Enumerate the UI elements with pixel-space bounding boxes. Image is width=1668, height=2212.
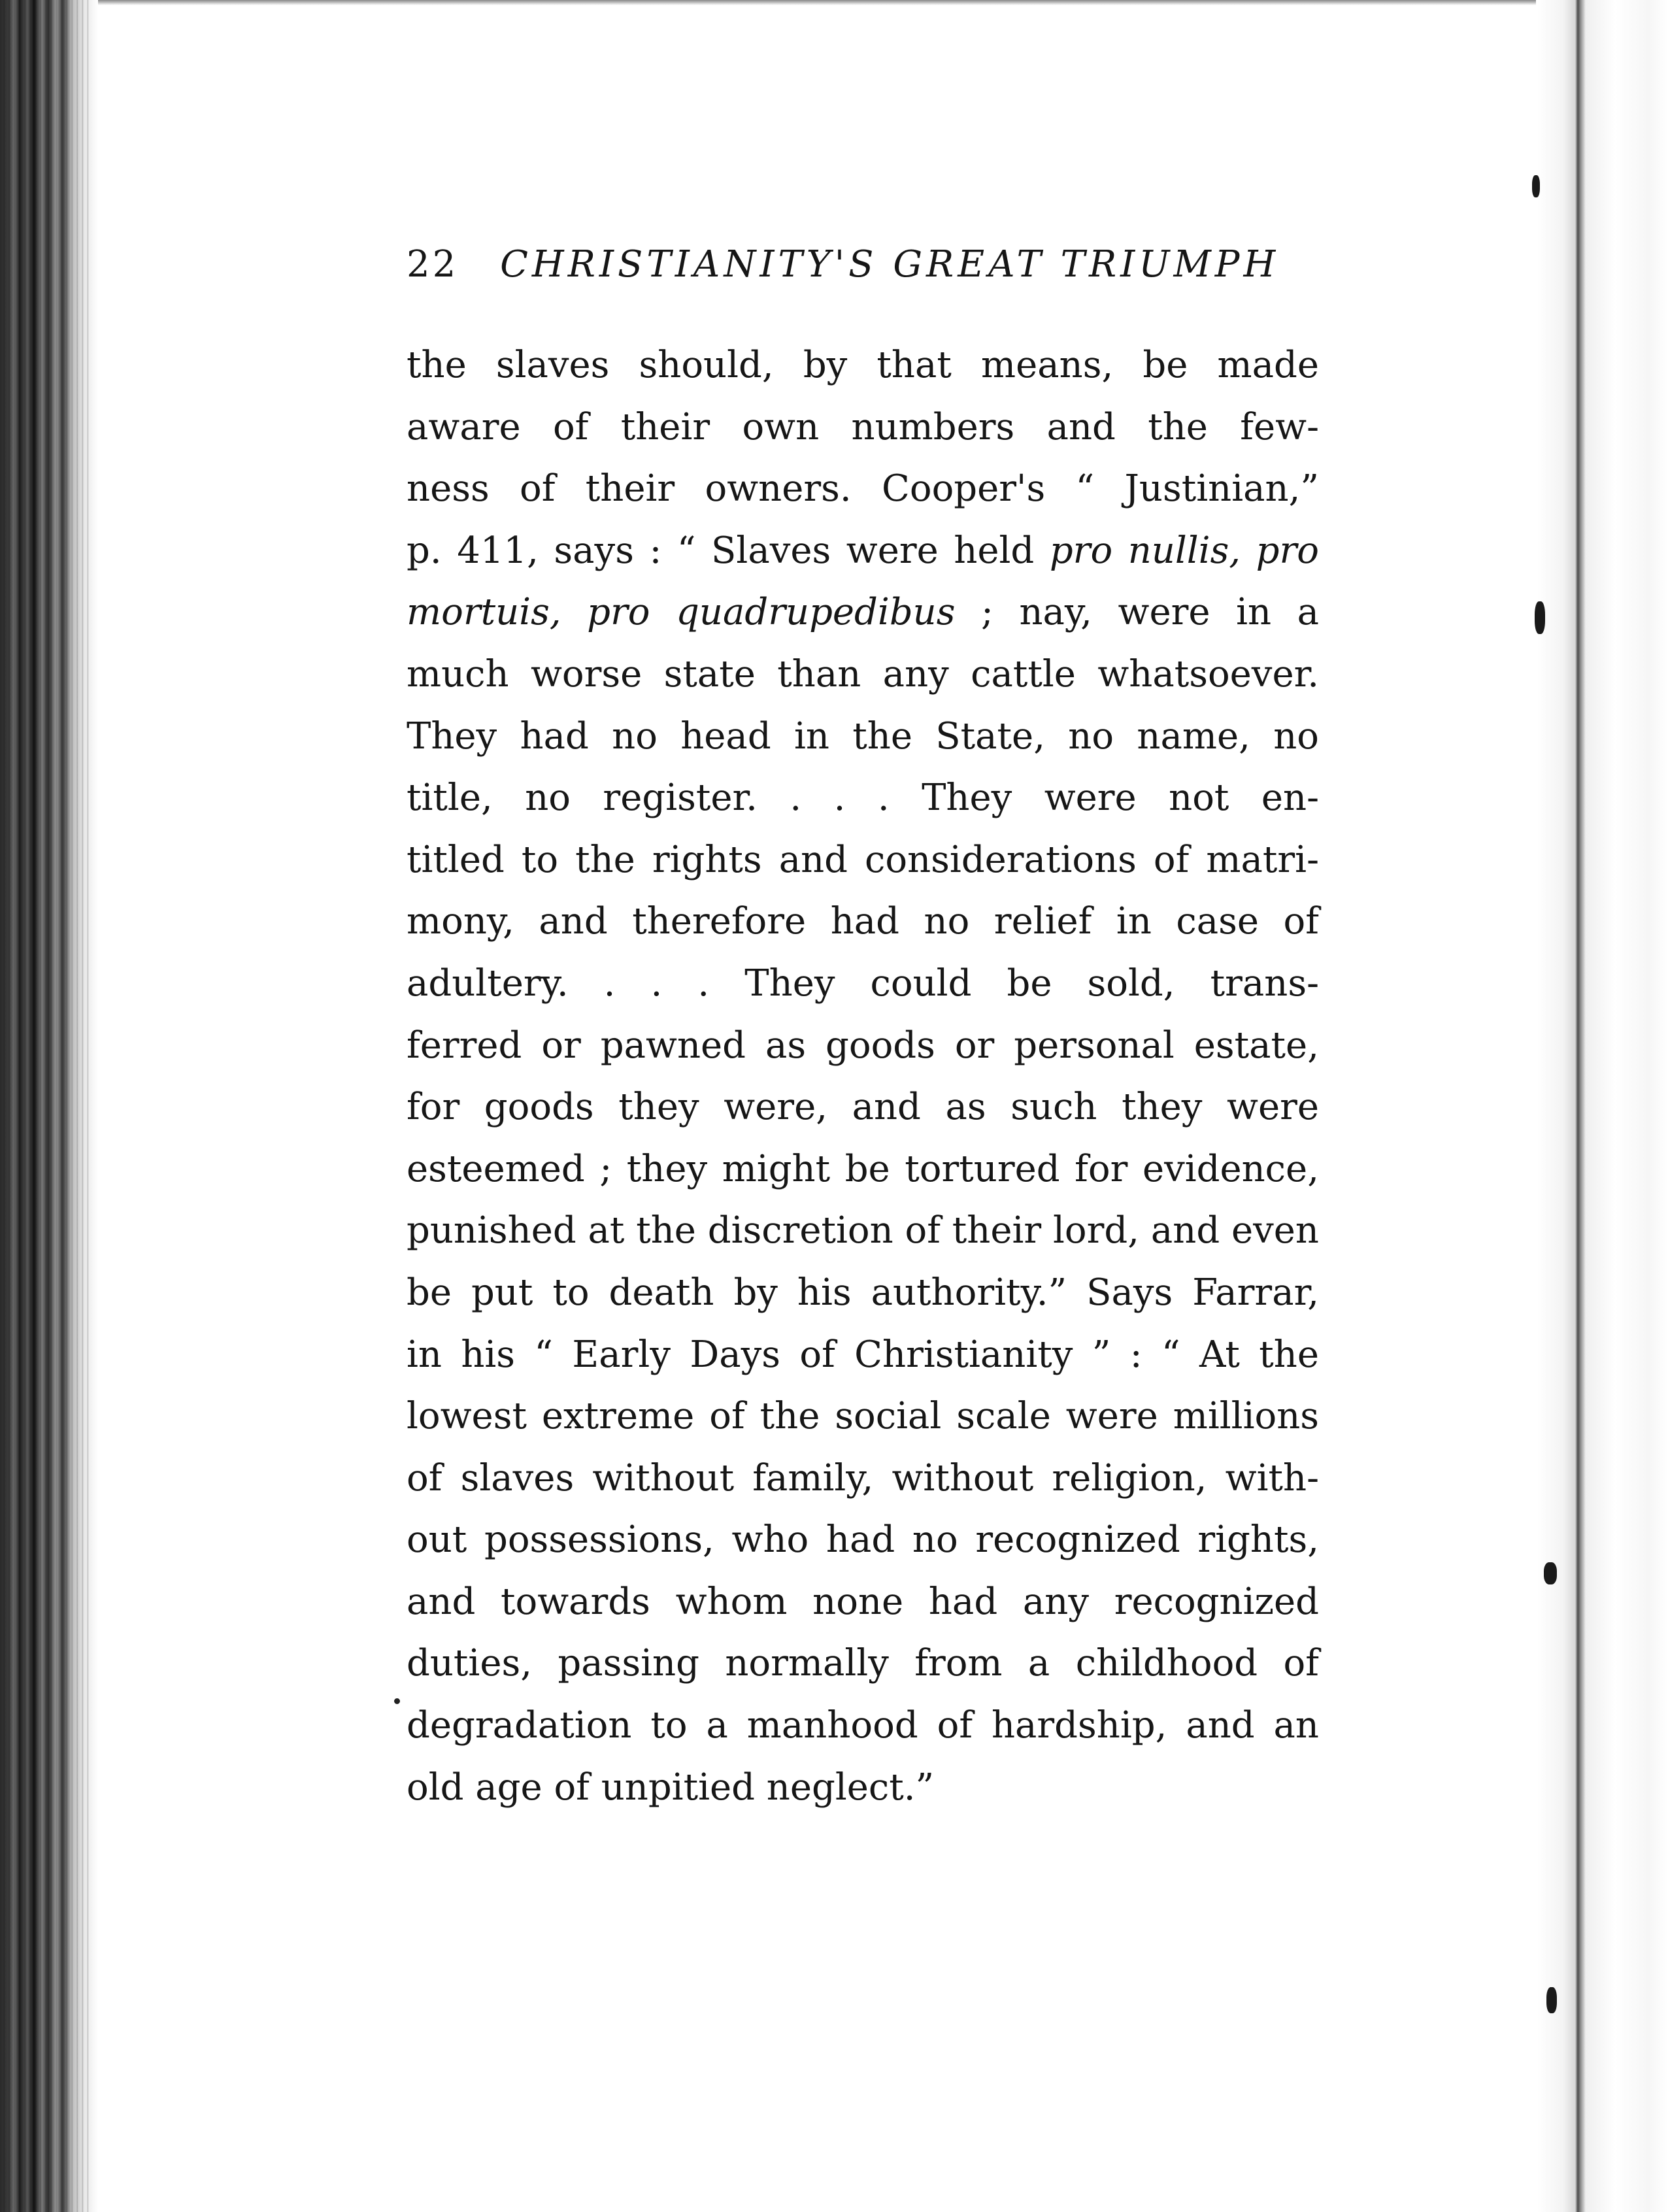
- edge-mark: [1544, 1562, 1557, 1584]
- text-line: mony, and therefore had no relief in case of: [407, 900, 1319, 943]
- text-line: in his “ Early Days of Christianity ” : “ At the: [407, 1333, 1319, 1376]
- text-line: esteemed ; they might be tortured for evidence,: [407, 1147, 1319, 1190]
- page-number: 22: [407, 243, 459, 286]
- edge-mark: [1546, 1987, 1557, 2013]
- body-text: [407, 335, 1319, 1818]
- text-line: of slaves without family, without religion, with-: [407, 1456, 1319, 1500]
- text-run: p. 411, says : “ Slaves were held: [407, 529, 1050, 572]
- left-page-edge-lines: [0, 0, 92, 2212]
- text-line: the slaves should, by that means, be made: [407, 344, 1319, 386]
- text-line: and towards whom none had any recognized: [407, 1580, 1319, 1623]
- text-line: [407, 582, 1319, 644]
- text-line: adultery. . . . They could be sold, trans-: [407, 962, 1319, 1005]
- text-line: aware of their own numbers and the few-: [407, 405, 1319, 448]
- text-line: ferred or pawned as goods or personal estate,: [407, 1024, 1319, 1067]
- text-line: old age of unpitied neglect.”: [407, 1766, 935, 1809]
- right-page-edge: [1537, 0, 1668, 2212]
- text-line: punished at the discretion of their lord, and even: [407, 1209, 1319, 1252]
- text-line: degradation to a manhood of hardship, and an: [407, 1704, 1319, 1747]
- text-line: be put to death by his authority.” Says Farrar,: [407, 1271, 1319, 1314]
- text-line: They had no head in the State, no name, no: [407, 714, 1319, 758]
- text-line: lowest extreme of the social scale were millions: [407, 1395, 1319, 1438]
- top-scan-edge: [98, 0, 1536, 5]
- text-line: titled to the rights and considerations of matri-: [407, 838, 1319, 881]
- text-line: ness of their owners. Cooper's “ Justinian,”: [407, 467, 1319, 511]
- text-line: much worse state than any cattle whatsoever.: [407, 652, 1319, 695]
- running-title: CHRISTIANITY'S GREAT TRIUMPH: [500, 243, 1280, 286]
- text-line: title, no register. . . . They were not en-: [407, 777, 1319, 820]
- text-line: out possessions, who had no recognized rights,: [407, 1518, 1319, 1562]
- text-run: ; nay, were in a: [955, 591, 1320, 634]
- running-header: [407, 243, 1322, 286]
- latin-phrase: pro nullis, pro: [1049, 529, 1319, 572]
- text-line: [407, 520, 1319, 582]
- edge-mark: [1532, 175, 1540, 197]
- text-line: duties, passing normally from a childhood of: [407, 1642, 1319, 1685]
- stray-ink-dot: [394, 1698, 400, 1704]
- latin-phrase: mortuis, pro quadrupedibus: [407, 591, 956, 634]
- edge-mark: [1535, 601, 1545, 634]
- text-line: for goods they were, and as such they were: [407, 1086, 1319, 1129]
